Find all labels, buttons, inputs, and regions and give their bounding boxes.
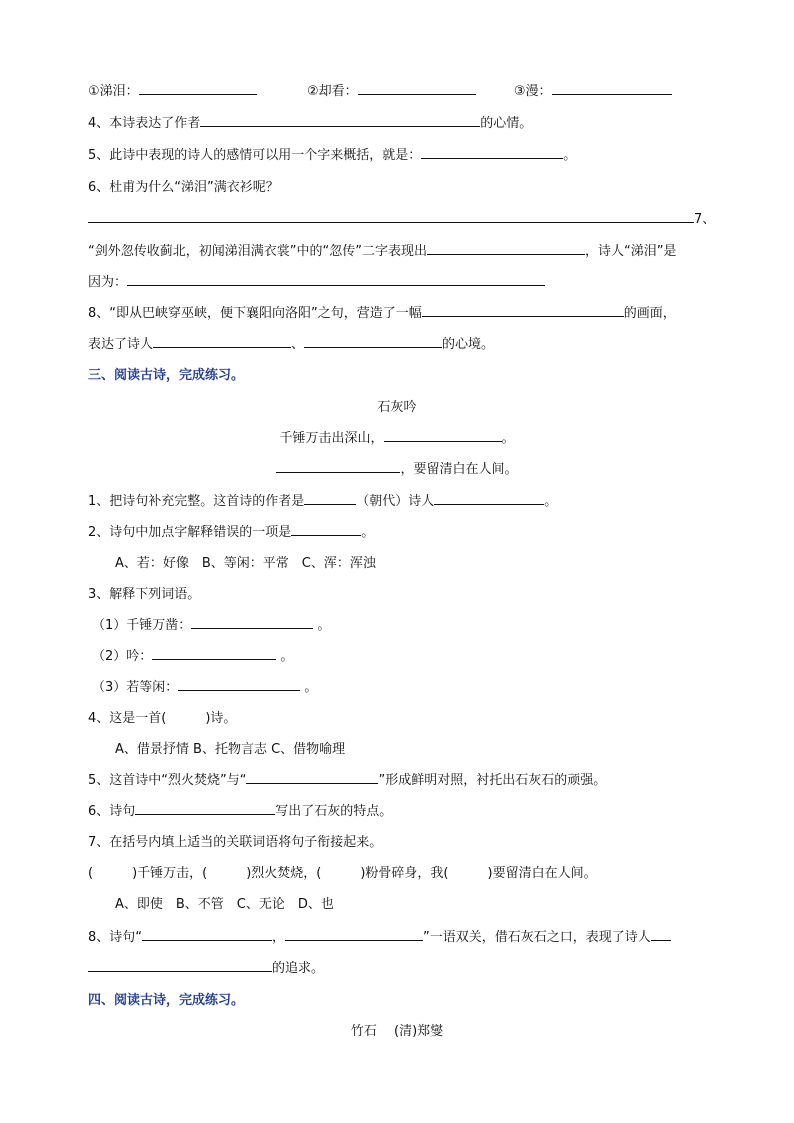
s3-question-8-cont <box>88 957 324 976</box>
answer-blank[interactable] <box>434 491 544 505</box>
s3-question-6 <box>88 800 392 819</box>
question-text: ”一语双关，借石灰石之口，表现了诗人 <box>423 930 651 945</box>
poem-line-2 <box>0 458 794 477</box>
question-7 <box>88 240 676 259</box>
s3-question-2 <box>88 521 374 540</box>
question-text: 。 <box>361 525 375 540</box>
item-end: 。 <box>317 618 331 633</box>
question-text: 1、把诗句补充完整。这首诗的作者是 <box>88 494 305 509</box>
question-text: 的心情。 <box>480 116 533 131</box>
answer-blank[interactable] <box>285 927 423 941</box>
question-5 <box>88 144 576 163</box>
item-label: （2）吟： <box>92 649 153 664</box>
answer-blank[interactable] <box>178 677 300 691</box>
answer-blank[interactable] <box>246 770 378 784</box>
answer-blank[interactable] <box>88 958 272 972</box>
answer-blank[interactable] <box>127 272 545 286</box>
question-text: 5、这首诗中“烈火焚烧”与“ <box>88 773 247 788</box>
answer-blank[interactable] <box>191 615 313 629</box>
question-7-cont <box>88 271 545 290</box>
question-text: 2、诗句中加点字解释错误的一项是 <box>88 525 292 540</box>
question-text: 6、杜甫为什么“涕泪”满衣衫呢？ <box>88 180 279 195</box>
answer-blank[interactable] <box>276 459 400 473</box>
poem-text: 。 <box>501 431 515 446</box>
answer-blank[interactable] <box>422 303 624 317</box>
s3-question-2-options: A、若：好像 B、等闲：平常 C、浑：浑浊 <box>115 556 376 571</box>
answer-blank[interactable] <box>200 113 480 127</box>
s3-q3-item-3 <box>92 676 317 695</box>
answer-blank[interactable] <box>142 927 272 941</box>
question-text: 。 <box>563 148 577 163</box>
s3-question-7: 7、在括号内填上适当的关联词语将句子衔接起来。 <box>88 835 383 850</box>
answer-blank[interactable] <box>421 145 563 159</box>
question-text: 8、诗句“ <box>88 930 143 945</box>
word-label: ①涕泪： <box>88 84 139 99</box>
question-text: 的画面， <box>623 306 676 321</box>
s3-question-3: 3、解释下列词语。 <box>88 587 201 602</box>
section-3-heading: 三、阅读古诗，完成练习。 <box>88 368 245 383</box>
answer-blank[interactable] <box>152 646 276 660</box>
q3-blank-row <box>88 80 672 99</box>
s3-q3-item-1 <box>92 614 330 633</box>
question-4 <box>88 112 532 131</box>
question-text: 。 <box>544 494 558 509</box>
poem-2-title: 竹石 (清)郑燮 <box>350 1024 444 1039</box>
answer-blank[interactable] <box>139 81 257 95</box>
item-label: （1）千锤万凿： <box>92 618 192 633</box>
s3-question-4-options: A、借景抒情 B、托物言志 C、借物喻理 <box>115 742 346 757</box>
answer-blank[interactable] <box>358 81 476 95</box>
answer-blank[interactable] <box>153 334 291 348</box>
s3-question-8 <box>88 926 671 945</box>
s3-question-5 <box>88 769 606 788</box>
s3-question-7-sentence: ( )千锤万击，( )烈火焚烧，( )粉骨碎身，我( )要留清白在人间。 <box>88 866 597 881</box>
question-6 <box>88 176 279 195</box>
word-label: ③漫： <box>513 84 552 99</box>
answer-blank[interactable] <box>88 209 694 223</box>
word-label: ②却看： <box>306 84 358 99</box>
question-number: 7、 <box>694 212 716 227</box>
question-text: 5、此诗中表现的诗人的感情可以用一个字来概括，就是： <box>88 148 422 163</box>
separator: 、 <box>291 337 305 352</box>
question-text: “剑外忽传收蓟北，初闻涕泪满衣裳”中的“忽传”二字表现出 <box>88 244 427 259</box>
question-8 <box>88 302 676 321</box>
s3-question-7-options: A、即使 B、不管 C、无论 D、也 <box>115 897 334 912</box>
answer-blank[interactable] <box>427 241 585 255</box>
question-8-cont <box>88 333 494 352</box>
question-text: （朝代）诗人 <box>356 494 435 509</box>
poem-title: 石灰吟 <box>377 400 417 415</box>
item-label: （3）若等闲： <box>92 680 179 695</box>
question-text: 6、诗句 <box>88 804 136 819</box>
section-4-heading: 四、阅读古诗，完成练习。 <box>88 993 245 1008</box>
item-end: 。 <box>304 680 318 695</box>
question-text: ”形成鲜明对照，衬托出石灰石的顽强。 <box>378 773 607 788</box>
answer-blank[interactable] <box>651 927 671 941</box>
poem-text: ，要留清白在人间。 <box>400 462 518 477</box>
question-text: 的心境。 <box>442 337 495 352</box>
question-text: 8、“即从巴峡穿巫峡，便下襄阳向洛阳”之句，营造了一幅 <box>88 306 422 321</box>
poem-text: 千锤万击出深山， <box>279 431 384 446</box>
answer-blank[interactable] <box>304 334 442 348</box>
answer-blank[interactable] <box>291 522 361 536</box>
question-text: 因为： <box>88 275 128 290</box>
answer-blank[interactable] <box>384 428 502 442</box>
s3-q3-item-2 <box>92 645 293 664</box>
s3-question-1 <box>88 490 557 509</box>
poem-line-1 <box>0 427 794 446</box>
answer-blank[interactable] <box>304 491 356 505</box>
question-text: 的追求。 <box>272 961 325 976</box>
answer-blank[interactable] <box>552 81 672 95</box>
question-text: ，诗人“涕泪”是 <box>584 244 677 259</box>
question-text: 4、本诗表达了作者 <box>88 116 201 131</box>
question-text: 表达了诗人 <box>88 337 154 352</box>
s3-question-4: 4、这是一首( )诗。 <box>88 711 237 726</box>
item-end: 。 <box>280 649 294 664</box>
answer-blank[interactable] <box>135 801 275 815</box>
question-text: 写出了石灰的特点。 <box>275 804 393 819</box>
question-text: ， <box>272 930 286 945</box>
question-6-answer-line <box>88 208 715 227</box>
